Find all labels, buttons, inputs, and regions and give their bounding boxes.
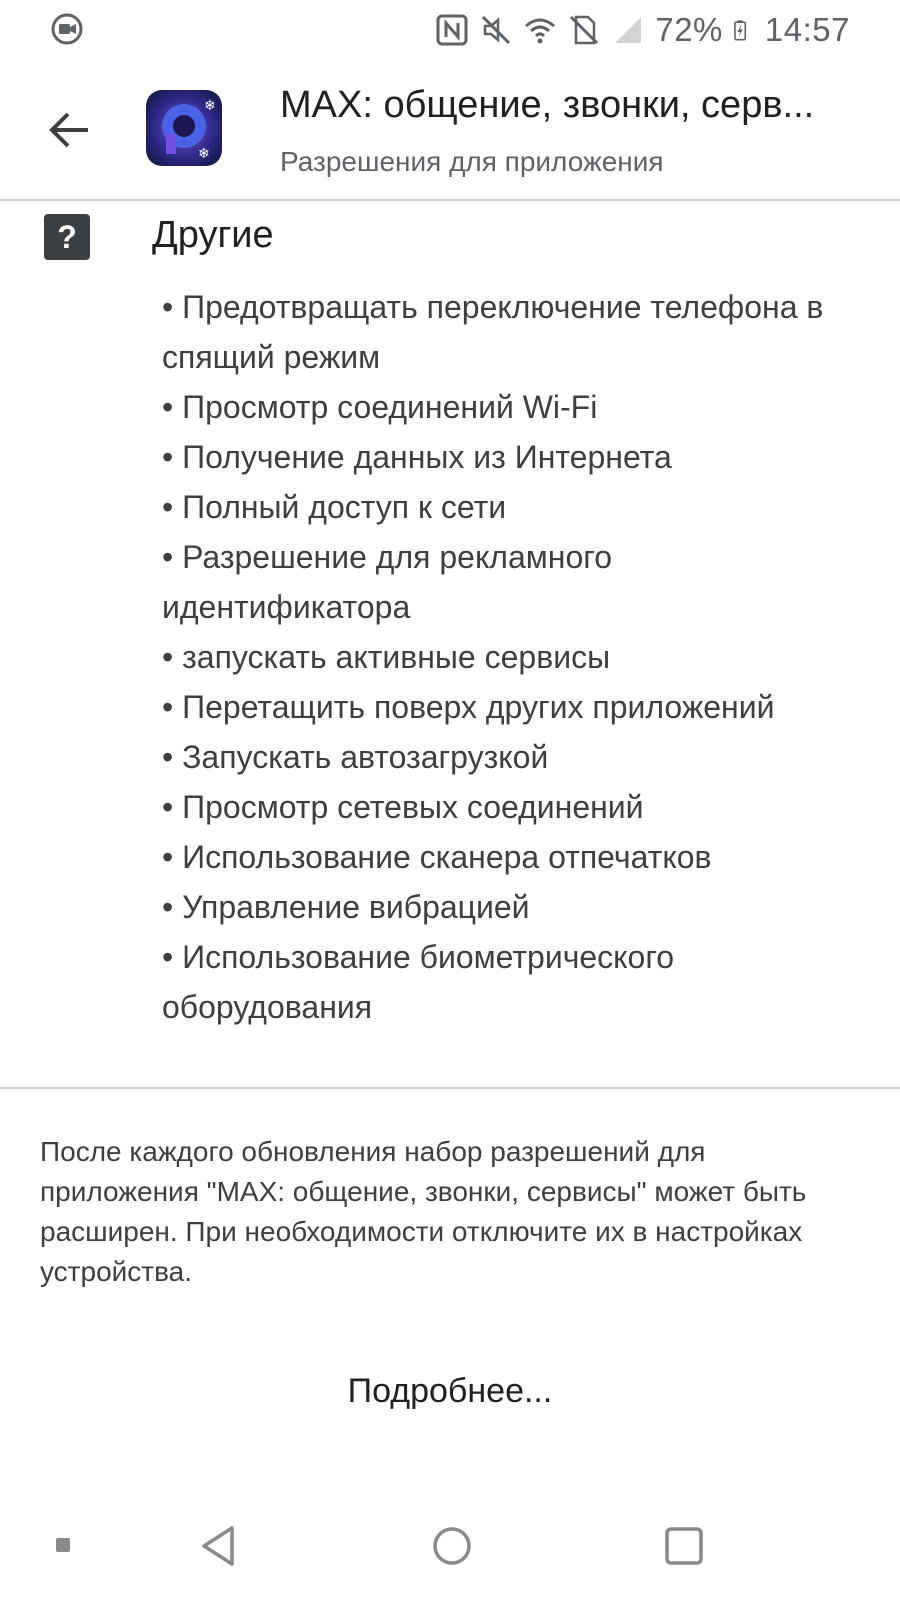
permission-list <box>162 282 862 1032</box>
status-icons <box>435 8 850 52</box>
nav-indicator-icon <box>56 1538 70 1552</box>
app-logo-graphic <box>146 90 222 166</box>
svg-text:❄: ❄ <box>204 98 216 114</box>
nfc-icon <box>435 13 469 47</box>
permission-item: • Полный доступ к сети <box>162 482 862 532</box>
video-call-icon <box>50 12 84 46</box>
status-bar <box>0 0 900 60</box>
nav-home-icon[interactable] <box>428 1522 476 1570</box>
nav-back-icon[interactable] <box>196 1522 244 1570</box>
section-title: Другие <box>152 214 274 256</box>
wifi-icon <box>523 13 557 47</box>
page-subtitle: Разрешения для приложения <box>280 146 664 177</box>
permission-item: • Предотвращать переключение телефона в спящий режим <box>162 282 862 382</box>
section-divider <box>0 1087 900 1089</box>
app-logo-icon <box>146 90 222 166</box>
navigation-bar <box>0 1510 900 1590</box>
permission-item: • Перетащить поверх других приложений <box>162 682 862 732</box>
app-title: MAX: общение, звонки, серв... <box>280 84 815 126</box>
clock: 14:57 <box>764 11 850 48</box>
question-mark-icon: ? <box>44 214 90 260</box>
permission-item: • Получение данных из Интернета <box>162 432 862 482</box>
permission-item: • Использование сканера отпечатков <box>162 832 862 882</box>
permission-item: • Просмотр соединений Wi-Fi <box>162 382 862 432</box>
mute-icon <box>479 13 513 47</box>
battery-icon <box>733 13 755 47</box>
permission-item: • Запускать автозагрузкой <box>162 732 862 782</box>
learn-more-link[interactable]: Подробнее... <box>347 1372 553 1410</box>
permission-item: • Использование биометрического оборудования <box>162 932 862 1032</box>
app-header <box>0 70 900 200</box>
back-arrow-icon[interactable] <box>40 100 100 160</box>
svg-text:❄: ❄ <box>198 146 210 162</box>
nav-recent-apps-icon[interactable] <box>660 1522 708 1570</box>
no-sim-icon <box>567 13 601 47</box>
permission-item: • Управление вибрацией <box>162 882 862 932</box>
permission-item: • Просмотр сетевых соединений <box>162 782 862 832</box>
header-divider <box>0 199 900 201</box>
signal-icon <box>611 13 645 47</box>
battery-percent: 72% <box>655 11 723 48</box>
update-notice: После каждого обновления набор разрешений для приложения "MAX: общение, звонки, сервисы" может быть расширен. При необходимости отключите их в настройках устройства. <box>40 1136 807 1287</box>
permission-item: • запускать активные сервисы <box>162 632 862 682</box>
permission-item: • Разрешение для рекламного идентификатора <box>162 532 862 632</box>
